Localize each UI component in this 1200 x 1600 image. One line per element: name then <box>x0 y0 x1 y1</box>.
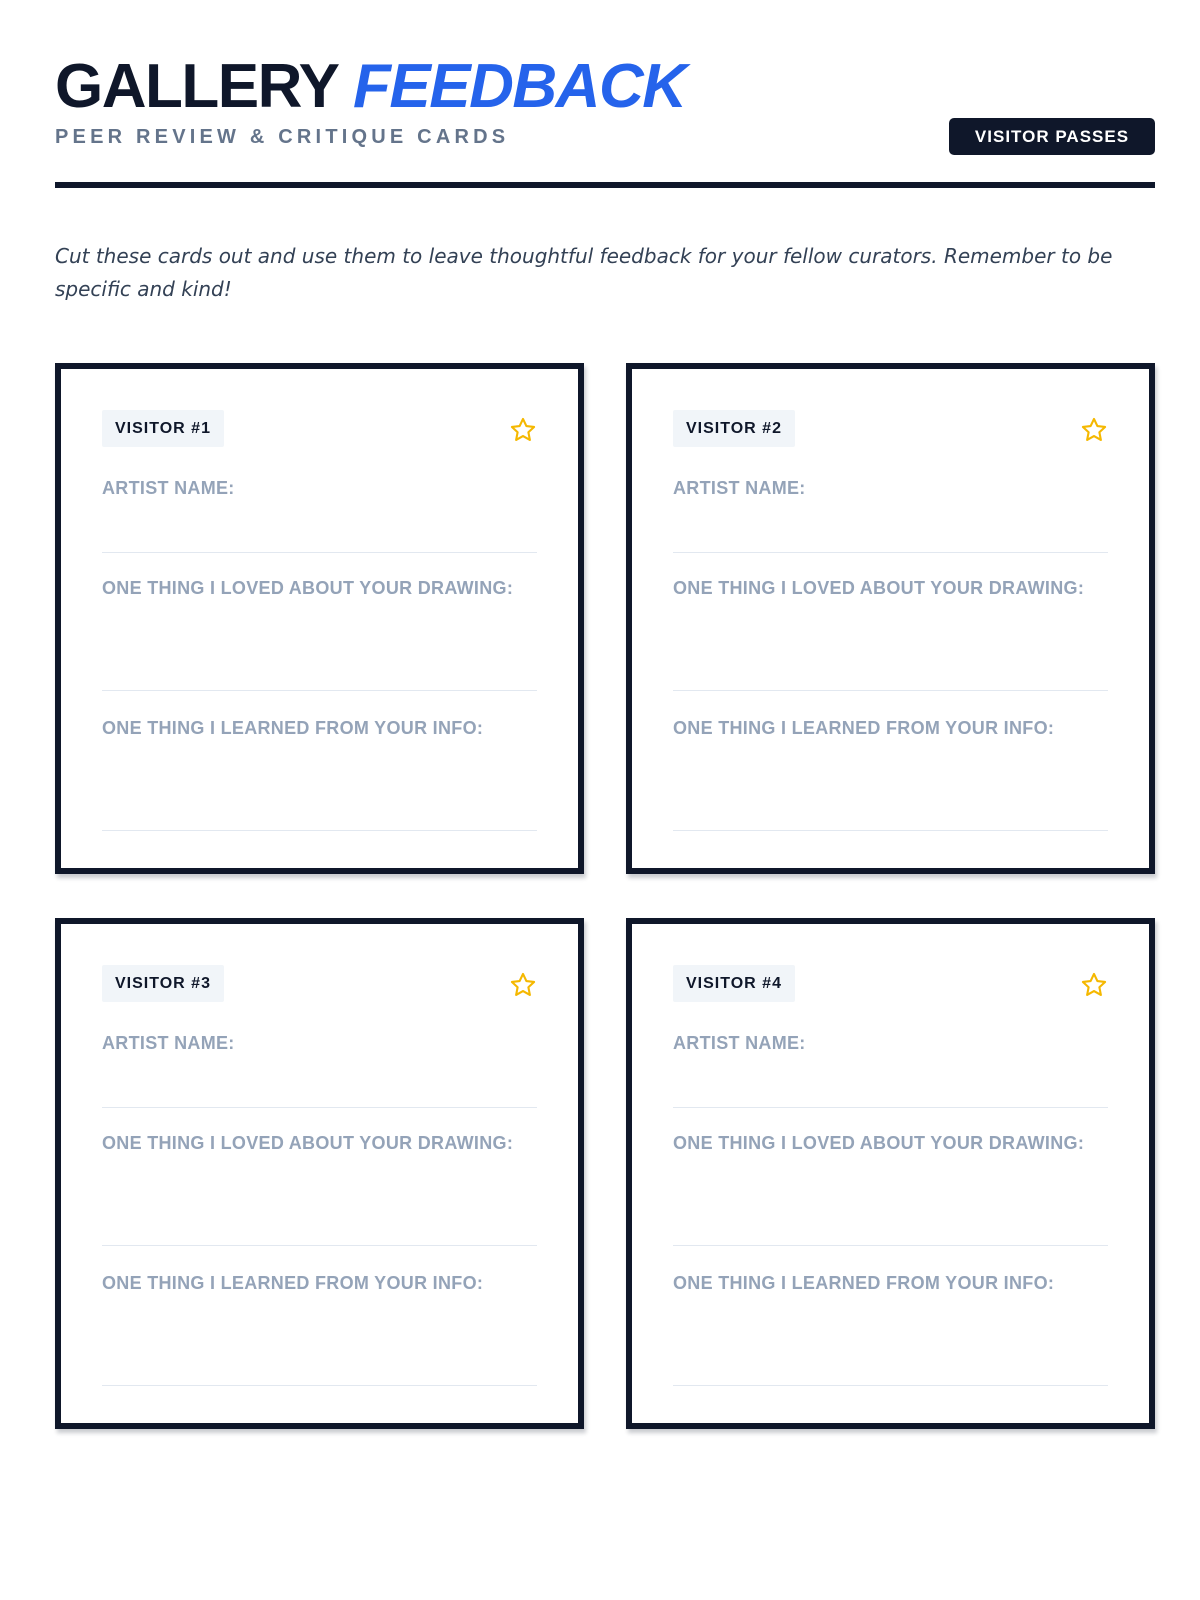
loved-drawing-field[interactable] <box>102 578 537 691</box>
feedback-card-2 <box>626 363 1155 874</box>
artist-name-field[interactable] <box>673 1033 1108 1108</box>
learned-info-field[interactable] <box>102 718 537 831</box>
field-label: ARTIST NAME: <box>673 478 806 498</box>
field-label: ARTIST NAME: <box>102 1033 235 1053</box>
visitor-tag: VISITOR #3 <box>102 965 224 1002</box>
feedback-card-1 <box>55 363 584 874</box>
star-icon <box>509 971 537 999</box>
field-label: ONE THING I LOVED ABOUT YOUR DRAWING: <box>102 578 514 598</box>
worksheet-page <box>55 0 1155 1293</box>
field-label: ONE THING I LEARNED FROM YOUR INFO: <box>102 718 484 738</box>
title-main: GALLERY <box>55 52 338 121</box>
artist-name-field[interactable] <box>102 1033 537 1108</box>
artist-name-field[interactable] <box>102 478 537 553</box>
card-content <box>673 965 1108 1293</box>
learned-info-field[interactable] <box>102 1273 537 1386</box>
learned-info-field[interactable] <box>673 718 1108 831</box>
field-label: ONE THING I LEARNED FROM YOUR INFO: <box>102 1273 484 1293</box>
visitor-tag: VISITOR #1 <box>102 410 224 447</box>
field-label: ARTIST NAME: <box>673 1033 806 1053</box>
star-icon <box>1080 971 1108 999</box>
card-content <box>102 410 537 738</box>
page-title <box>55 52 686 122</box>
field-label: ONE THING I LOVED ABOUT YOUR DRAWING: <box>673 578 1085 598</box>
page-subtitle: PEER REVIEW & CRITIQUE CARDS <box>55 126 510 148</box>
field-label: ONE THING I LOVED ABOUT YOUR DRAWING: <box>102 1133 514 1153</box>
star-icon <box>1080 416 1108 444</box>
field-label: ONE THING I LEARNED FROM YOUR INFO: <box>673 718 1055 738</box>
visitor-tag: VISITOR #4 <box>673 965 795 1002</box>
learned-info-field[interactable] <box>673 1273 1108 1386</box>
loved-drawing-field[interactable] <box>673 1133 1108 1246</box>
field-label: ONE THING I LOVED ABOUT YOUR DRAWING: <box>673 1133 1085 1153</box>
feedback-card-4 <box>626 918 1155 1429</box>
intro-text: Cut these cards out and use them to leave thoughtful feedback for your fellow curators. Remember to be specific and kind! <box>55 244 1113 301</box>
title-accent: FEEDBACK <box>353 52 686 121</box>
visitor-passes-badge: VISITOR PASSES <box>949 118 1155 155</box>
star-icon <box>509 416 537 444</box>
page-header <box>55 0 1155 188</box>
visitor-tag: VISITOR #2 <box>673 410 795 447</box>
card-content <box>673 410 1108 738</box>
card-content <box>102 965 537 1293</box>
field-label: ONE THING I LEARNED FROM YOUR INFO: <box>673 1273 1055 1293</box>
loved-drawing-field[interactable] <box>102 1133 537 1246</box>
loved-drawing-field[interactable] <box>673 578 1108 691</box>
feedback-card-3 <box>55 918 584 1429</box>
field-label: ARTIST NAME: <box>102 478 235 498</box>
artist-name-field[interactable] <box>673 478 1108 553</box>
